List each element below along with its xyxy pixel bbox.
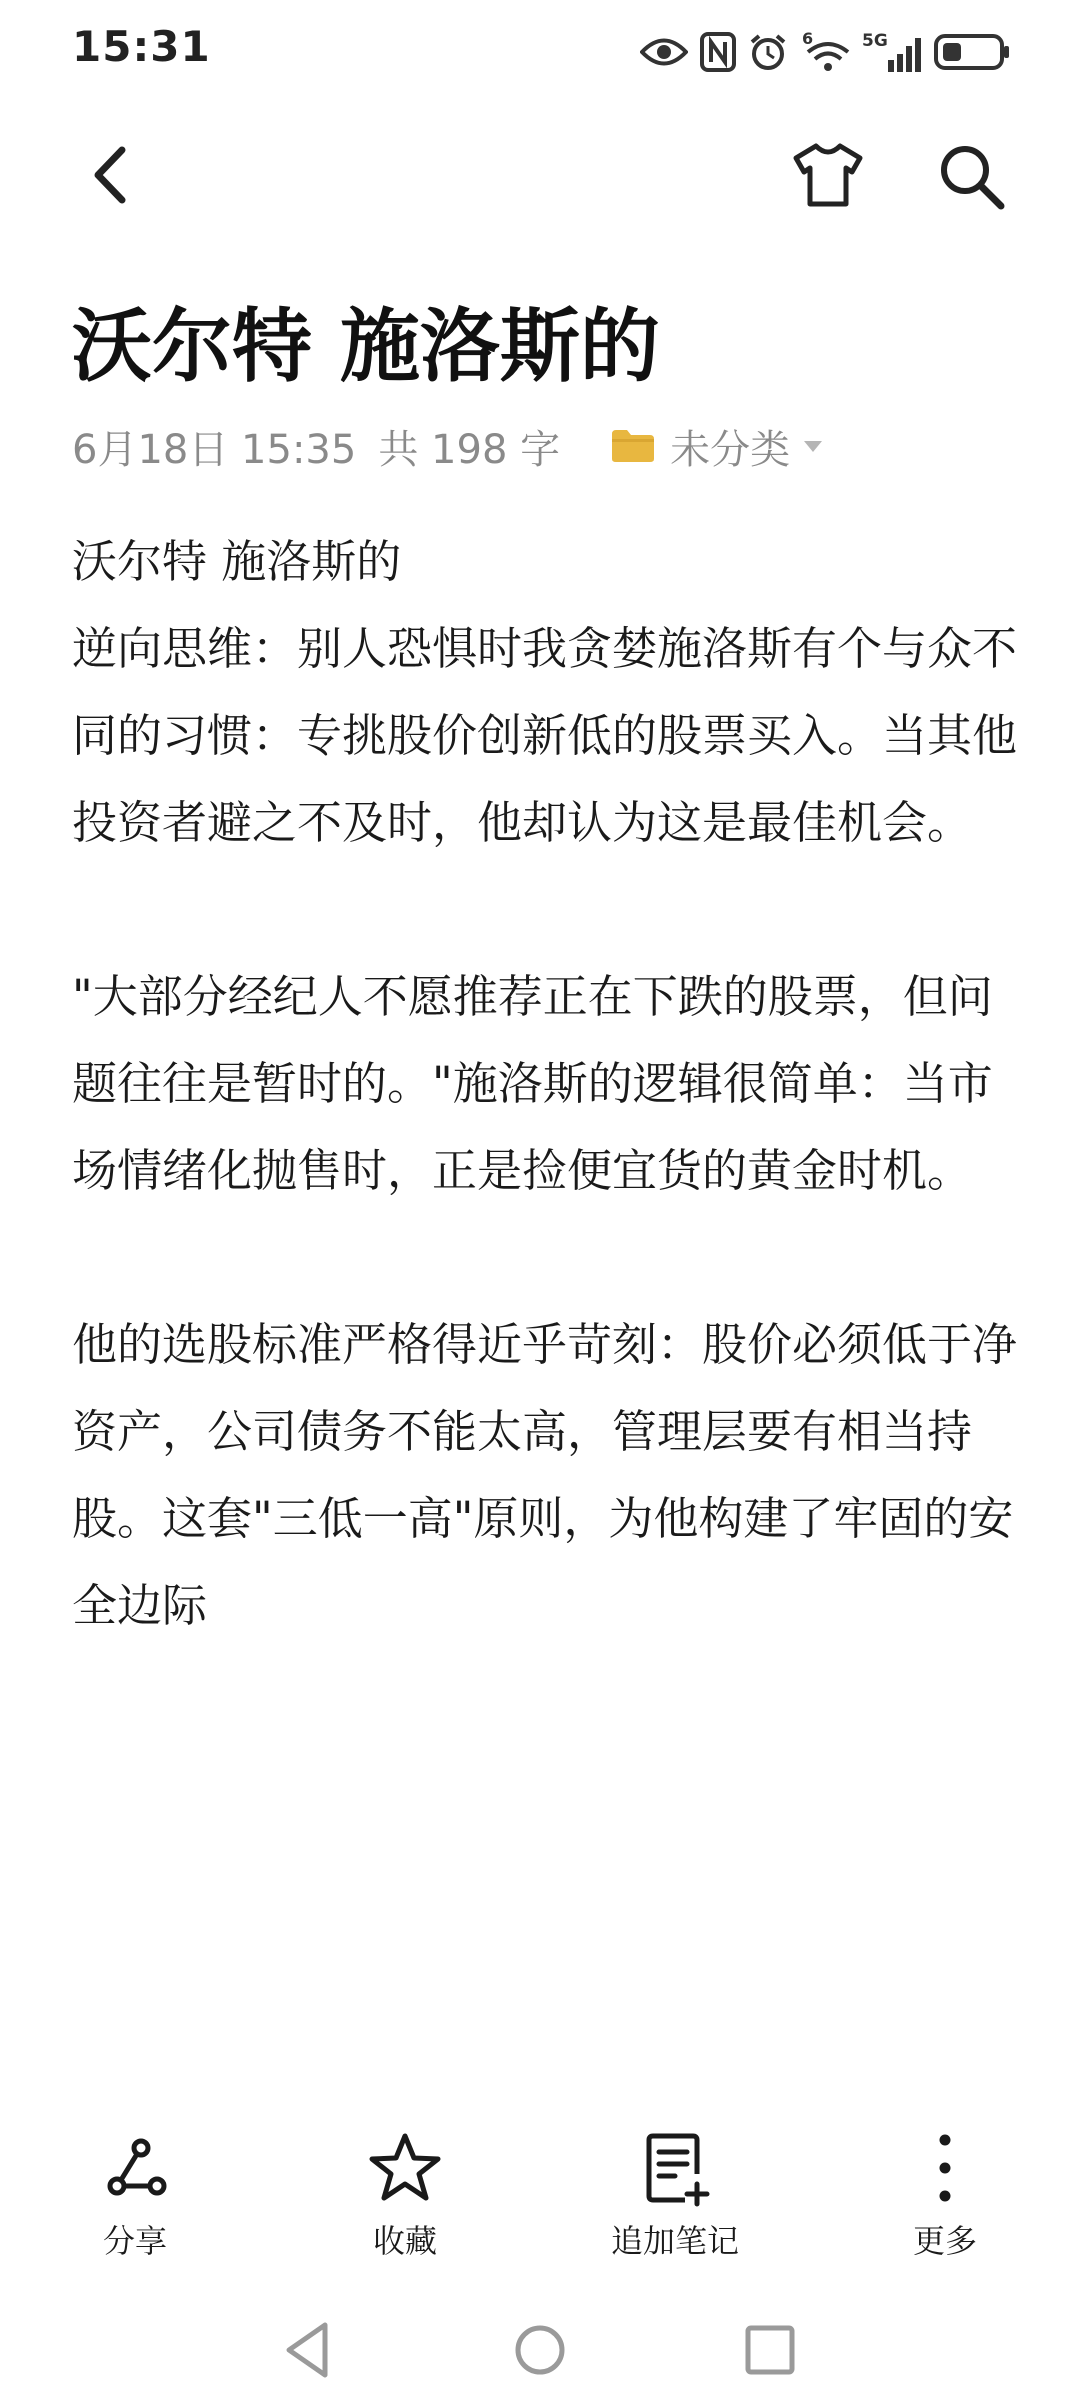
signal-5g-icon	[862, 30, 922, 74]
bottom-toolbar	[0, 2128, 1080, 2278]
note-paragraph: 沃尔特 施洛斯的 逆向思维：别人恐惧时我贪婪施洛斯有个与众不同的习惯：专挑股价创新低的股票买入。当其他投资者避之不及时，他却认为这是最佳机会。	[72, 535, 1018, 849]
network-label: 5G	[862, 31, 888, 51]
eye-icon	[640, 35, 688, 69]
folder-name: 未分类	[670, 426, 791, 473]
share-label: 分享	[102, 2222, 167, 2260]
nfc-icon	[700, 32, 736, 72]
note-paragraph: 他的选股标准严格得近乎苛刻：股价必须低于净资产，公司债务不能太高，管理层要有相当持股。这套"三低一高"原则，为他构建了牢固的安全边际	[72, 1318, 1018, 1632]
more-button[interactable]	[855, 2128, 1035, 2262]
note-meta	[72, 416, 824, 476]
more-label: 更多	[912, 2222, 977, 2260]
square-recents-icon[interactable]	[735, 2315, 805, 2385]
caret-down-icon	[802, 438, 824, 454]
tshirt-icon[interactable]	[790, 140, 866, 210]
alarm-icon	[748, 32, 788, 72]
chevron-left-icon[interactable]	[80, 140, 140, 210]
folder-selector[interactable]	[610, 418, 824, 475]
favorite-button[interactable]	[315, 2128, 495, 2262]
search-icon[interactable]	[935, 140, 1007, 212]
more-vertical-icon	[905, 2128, 985, 2208]
status-bar	[0, 0, 1080, 104]
share-icon	[95, 2128, 175, 2208]
append-note-icon	[635, 2128, 715, 2208]
note-body[interactable]	[72, 518, 1022, 1649]
favorite-label: 收藏	[372, 2222, 437, 2260]
wifi-badge: 6	[802, 30, 814, 48]
note-paragraph: "大部分经纪人不愿推荐正在下跌的股票，但问题往往是暂时的。"施洛斯的逻辑很简单：当市场情绪化抛售时，正是捡便宜货的黄金时机。	[72, 970, 993, 1197]
triangle-back-icon[interactable]	[275, 2315, 345, 2385]
note-date: 6月18日 15:35	[72, 426, 357, 473]
circle-home-icon[interactable]	[505, 2315, 575, 2385]
system-nav-bar	[0, 2300, 1080, 2400]
word-count: 共 198 字	[378, 426, 561, 473]
folder-icon	[610, 428, 656, 464]
append-note-button[interactable]	[585, 2128, 765, 2262]
append-note-label: 追加笔记	[610, 2222, 739, 2260]
note-title[interactable]: 沃尔特 施洛斯的	[72, 300, 660, 393]
status-time: 15:31	[72, 22, 211, 71]
share-button[interactable]	[45, 2128, 225, 2262]
wifi-icon	[800, 30, 850, 74]
status-icons	[640, 24, 1010, 80]
battery-icon	[934, 33, 1010, 71]
star-icon	[365, 2128, 445, 2208]
